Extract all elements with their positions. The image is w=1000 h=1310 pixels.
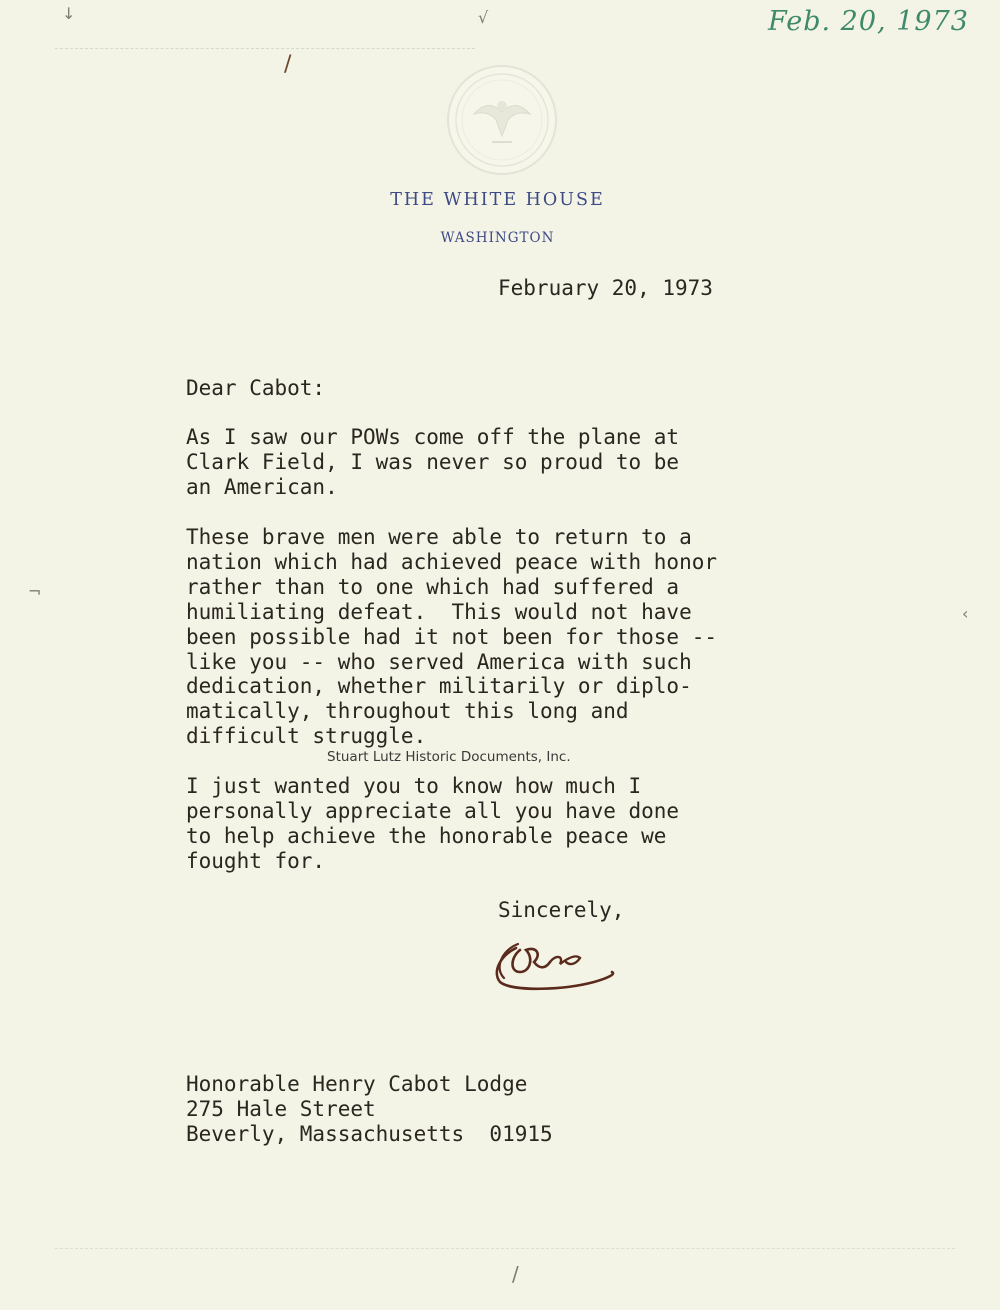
handwritten-date-note: Feb. 20, 1973 — [768, 6, 969, 37]
paragraph-line: personally appreciate all you have done — [186, 798, 680, 823]
paragraph-line: difficult struggle. — [186, 724, 427, 749]
letter-date: February 20, 1973 — [498, 276, 713, 300]
address-line: Beverly, Massachusetts 01915 — [186, 1121, 553, 1146]
closing: Sincerely, — [498, 898, 625, 922]
paragraph-line: I just wanted you to know how much I — [186, 774, 642, 798]
letterhead-title: THE WHITE HOUSE — [390, 190, 605, 210]
paragraph-line: matically, throughout this long and — [186, 699, 629, 724]
paragraph-line: been possible had it not been for those -- — [186, 624, 718, 649]
paragraph-line: These brave men were able to return to a — [186, 525, 692, 549]
paragraph-line: an American. — [186, 474, 338, 499]
paragraph-line: like you -- who served America with such — [186, 649, 692, 674]
pencil-mark-icon: ↓ — [62, 4, 76, 23]
paragraph-line: Clark Field, I was never so proud to be — [186, 449, 680, 474]
paragraph-line: nation which had achieved peace with honor — [186, 549, 718, 574]
pen-stroke-icon: / — [284, 52, 292, 77]
address-line: 275 Hale Street — [186, 1096, 376, 1121]
fold-line-bottom — [55, 1248, 955, 1249]
fold-line-top — [55, 48, 475, 49]
paragraph-line: rather than to one which had suffered a — [186, 574, 680, 599]
presidential-seal-emboss-icon — [444, 62, 560, 178]
pencil-mark-icon: √ — [478, 8, 489, 27]
paragraph-line: to help achieve the honorable peace we — [186, 823, 667, 848]
paragraph-1 — [186, 425, 679, 500]
recipient-address — [186, 1072, 553, 1147]
address-line: Honorable Henry Cabot Lodge — [186, 1072, 528, 1096]
margin-mark-icon: ‹ — [962, 604, 969, 623]
paragraph-3 — [186, 774, 679, 874]
watermark: Stuart Lutz Historic Documents, Inc. — [327, 749, 571, 765]
margin-mark-icon: ¬ — [28, 582, 42, 601]
paragraph-line: As I saw our POWs come off the plane at — [186, 425, 680, 449]
pencil-mark-icon: / — [512, 1262, 519, 1286]
paragraph-2 — [186, 525, 717, 749]
handwritten-signature-icon — [490, 928, 624, 994]
paragraph-line: dedication, whether militarily or diplo- — [186, 674, 692, 699]
paragraph-line: fought for. — [186, 848, 326, 873]
paragraph-line: humiliating defeat. This would not have — [186, 599, 692, 624]
salutation: Dear Cabot: — [186, 376, 326, 400]
letterhead-subtitle: WASHINGTON — [440, 230, 555, 246]
